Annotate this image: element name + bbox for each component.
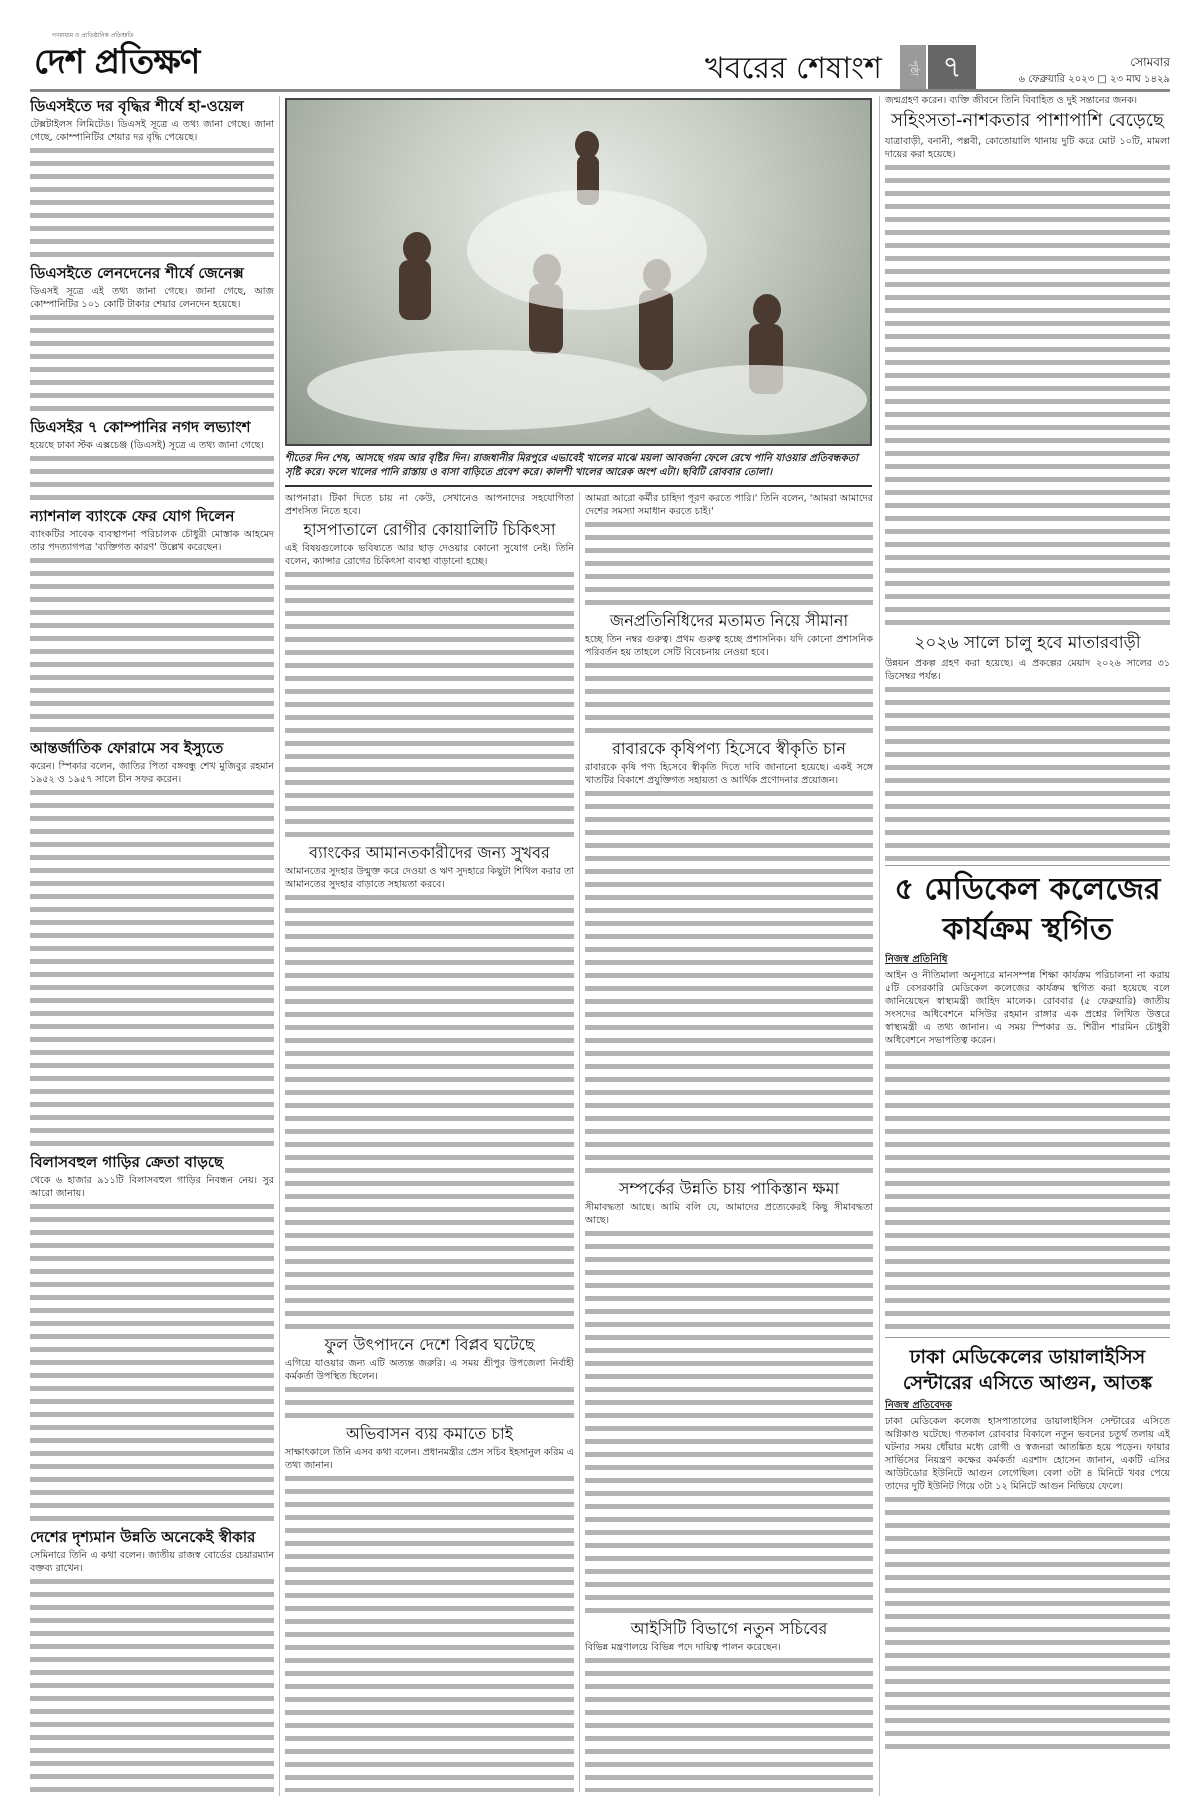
headline: দেশের দৃশ্যমান উন্নতি অনেকেই স্বীকার	[30, 1528, 256, 1546]
article-lead: বিভিন্ন মন্ত্রণালয়ে বিভিন্ন পদে দায়িত্ব পালন করেছেন।	[585, 1642, 781, 1653]
article-lead: করেন। স্পিকার বলেন, জাতির পিতা বঙ্গবন্ধু শেখ মুজিবুর রহমান ১৯৫২ ও ১৯৫৭ সালে চীন সফর করেন।	[30, 761, 274, 785]
article-lead: এই বিষয়গুলোকে ভবিষ্যতে আর ছাড় দেওয়ার কোনো সুযোগ নেই। তিনি বলেন, ক্যান্সার রোগের চিকিৎসা ব্যবস্থা বাড়ানো হচ্ছে।	[285, 543, 574, 567]
article-lead: আমানতের সুদহার উন্মুক্ত করে দেওয়া ও ঋণ সুদহারে কিছুটা শিথিল করার তা আমানতের সুদহার বাড়াতে সহায়তা করবে।	[285, 866, 574, 890]
headline: ২০২৬ সালে চালু হবে মাতারবাড়ী	[914, 633, 1141, 653]
headline: সম্পর্কের উন্নতি চায় পাকিস্তান ক্ষমা	[618, 1179, 840, 1198]
headline: ঢাকা মেডিকেলের ডায়ালাইসিস সেন্টারের এসিতে আগুন, আতঙ্ক	[902, 1346, 1153, 1394]
article-lead: এগিয়ে যাওয়ার জন্য এটি অত্যন্ত জরুরি। এ সময় শ্রীপুর উপজেলা নির্বাহী কর্মকর্তা উপস্থিত ছিলেন।	[285, 1358, 574, 1382]
article	[585, 611, 873, 737]
headline: ডিএসইতে দর বৃদ্ধির শীর্ষে হা-ওয়েল	[30, 97, 244, 115]
headline: ফুল উৎপাদনে দেশে বিপ্লব ঘটেছে	[324, 1335, 535, 1354]
section-title: খবরের শেষাংশ	[705, 51, 882, 86]
article	[885, 865, 1170, 1333]
article	[30, 1527, 274, 1794]
byline: নিজস্ব প্রতিবেদক	[885, 1400, 953, 1411]
photo-caption: শীতের দিন শেষ, আসছে গরম আর বৃষ্টির দিন। রাজধানীর মিরপুরে এভাবেই খালের মাঝে ময়লা আবর্জনা ফেলে রেখে পানি যাওয়ার প্রতিবন্ধকতা সৃষ্টি করে। ফলে খালের পানি রাস্তায় ও বাসা বাড়িতে প্রবেশ করে। কালশী খালের আরেক অংশ এটা। ছবিটি রোববার তোলা।	[285, 453, 858, 478]
article-lead: উন্নয়ন প্রকল্প গ্রহণ করা হয়েছে। এ প্রকল্পের মেয়াদ ২০২৬ সালের ৩১ ডিসেম্বর পর্যন্ত।	[885, 658, 1170, 682]
article	[285, 520, 574, 841]
article	[30, 96, 274, 261]
article-lead: সেমিনারে তিনি এ কথা বলেন। জাতীয় রাজস্ব বোর্ডের চেয়ারম্যান বক্তব্য রাখেন।	[30, 1550, 274, 1574]
article-lead: ডিএসই সূত্রে এই তথ্য জানা গেছে। জানা গেছে, আজ কোম্পানিটির ১০১ কোটি টাকার শেয়ার লেনদেন হয়েছে।	[30, 286, 274, 310]
article-body	[885, 161, 1170, 629]
article-body	[30, 311, 274, 415]
article-body	[885, 683, 1170, 865]
article	[30, 1152, 274, 1525]
left-column	[30, 94, 274, 1794]
article	[30, 417, 274, 504]
column-divider	[579, 492, 580, 1792]
continuation-text: আপনারা। টিকা দিতে চায় না কেউ, সেখানেও আপনাদের সহযোগিতা প্রশংসিত নিতে হবে।	[285, 493, 574, 517]
headline: আইসিটি বিভাগে নতুন সচিবের	[630, 1619, 828, 1638]
article	[885, 109, 1170, 629]
headline: ব্যাংকের আমানতকারীদের জন্য সুখবর	[309, 843, 550, 862]
article	[30, 506, 274, 736]
article-body	[585, 659, 873, 737]
headline: ডিএসইতে লেনদেনের শীর্ষে জেনেক্স	[30, 264, 244, 282]
continuation-text: জন্মগ্রহণ করেন। ব্যক্তি জীবনে তিনি বিবাহিত ও দুই সন্তানের জনক।	[885, 95, 1138, 106]
article	[885, 631, 1170, 865]
article	[285, 1424, 574, 1792]
article-lead: আইন ও নীতিমালা অনুসারে মানসম্পন্ন শিক্ষা কার্যক্রম পরিচালনা না করায় ৫টি বেসরকারি মেডিকেল কলেজের কার্যক্রম স্থগিত করা হয়েছে বলে জানিয়েছেন স্বাস্থ্যমন্ত্রী জাহিদ মালেক। রোববার (৫ ফেব্রুয়ারি) জাতীয় সংসদের অধিবেশনে মসিউর রহমান রাঙ্গার এক প্রশ্নের লিখিত উত্তরে স্বাস্থ্যমন্ত্রী এ তথ্য জানান। এ সময় স্পিকার ড. শিরীন শারমিন চৌধুরী অধিবেশনে সভাপতিত্ব করেন।	[885, 970, 1170, 1046]
headline: ডিএসইর ৭ কোম্পানির নগদ লভ্যাংশ	[30, 418, 251, 436]
article-lead: যাত্রাবাড়ী, বনানী, পল্লবী, কোতোয়ালি থানায় দুটি করে মোট ১০টি, মামলা দায়ের করা হয়েছে।	[885, 136, 1170, 160]
headline: সহিংসতা-নাশকতার পাশাপাশি বেড়েছে	[891, 110, 1164, 131]
article-body	[285, 891, 574, 1333]
article	[30, 738, 274, 1150]
page-number: ৭	[928, 45, 976, 91]
headline: রাবারকে কৃষিপণ্য হিসেবে স্বীকৃতি চান	[612, 739, 846, 758]
day: সোমবার	[1130, 55, 1170, 69]
article-body	[30, 144, 274, 261]
article-body	[285, 1383, 574, 1422]
article-body	[585, 787, 873, 1177]
headline: ৫ মেডিকেল কলেজের কার্যক্রম স্থগিত	[894, 872, 1161, 947]
article-body	[30, 554, 274, 736]
article-lead: সীমাবদ্ধতা আছে। আমি বলি যে, আমাদের প্রত্যেকেরই কিছু সীমাবদ্ধতা আছে।	[585, 1202, 873, 1226]
middle-left-column	[285, 492, 574, 1792]
children-splashing-water-image	[287, 100, 872, 446]
masthead-tagline: গণমাধ্যম ও প্রাতিষ্ঠানিক প্রতিশ্রুতি	[52, 32, 134, 39]
article	[285, 843, 574, 1333]
news-photo	[285, 98, 872, 446]
middle-right-column	[585, 492, 873, 1792]
headline: ন্যাশনাল ব্যাংকে ফের যোগ দিলেন	[30, 507, 235, 525]
page-word: পৃষ্ঠা	[900, 45, 926, 91]
article	[30, 263, 274, 415]
continuation-text: আমরা আরো কর্মীর চাহিদা পূরণ করতে পারি।' তিনি বলেন, 'আমরা আমাদের দেশের সমস্যা সমাধান করতে চাই।'	[585, 493, 873, 517]
article-body	[30, 1200, 274, 1525]
article-body	[285, 1472, 574, 1792]
headline: আন্তর্জাতিক ফোরামে সব ইস্যুতে	[30, 739, 224, 757]
headline: জনপ্রতিনিধিদের মতামত নিয়ে সীমানা	[609, 611, 849, 630]
article-body	[30, 1575, 274, 1794]
article-body	[30, 452, 274, 504]
article-lead: টেক্সটাইলস লিমিটেড। ডিএসই সূত্রে এ তথ্য জানা গেছে। জানা গেছে, কোম্পানিটির শেয়ার দর বৃদ্ধি পেয়েছে।	[30, 119, 274, 143]
article	[585, 1619, 873, 1792]
article-lead: ব্যাংকটির সাবেক ব্যবস্থাপনা পরিচালক চৌধুরী মোস্তাক আহমেদ তার পদত্যাগপত্র 'ব্যক্তিগত কারণ' উল্লেখ করেছেন।	[30, 529, 274, 553]
masthead-rule	[30, 89, 1170, 92]
article-lead: সাক্ষাৎকালে তিনি এসব কথা বলেন। প্রধানমন্ত্রীর প্রেস সচিব ইহসানুল করিম এ তথ্য জানান।	[285, 1447, 574, 1471]
article-body	[585, 518, 873, 609]
article	[285, 1335, 574, 1422]
article-body	[585, 1227, 873, 1617]
article-lead: ঢাকা মেডিকেল কলেজ হাসপাতালের ডায়ালাইসিস সেন্টারের এসিতে অগ্নিকাণ্ড ঘটেছে। গতকাল রোববার বিকালে নতুন ভবনের চতুর্থ তলায় এই ঘটনার সময় ধোঁয়ার মধ্যে রোগী ও স্বজনরা আতঙ্কিত হয়ে পড়েন। ফায়ার সার্ভিসের নিয়ন্ত্রণ কক্ষের কর্মকর্তা এরশাদ হোসেন জানান, একটি এসির আউটডোর ইউনিটে আগুন লেগেছিল। বেলা ৩টা ৪ মিনিটে খবর পেয়ে তাদের দুটি ইউনিট গিয়ে ৩টা ১২ মিনিটে আগুন নিভিয়ে ফেলে।	[885, 1416, 1170, 1492]
article-body	[30, 786, 274, 1150]
article-body	[885, 1047, 1170, 1333]
article	[585, 739, 873, 1177]
headline: হাসপাতালে রোগীর কোয়ালিটি চিকিৎসা	[303, 520, 556, 539]
date: ৬ ফেব্রুয়ারি ২০২৩ □ ২৩ মাঘ ১৪২৯	[1018, 74, 1170, 85]
column-divider	[279, 96, 280, 1796]
article-lead: হচ্ছে তিন নম্বর গুরুত্ব। প্রথম গুরুত্ব হচ্ছে প্রশাসনিক। যদি কোনো প্রশাসনিক পরিবর্তন হয় তাহলে সেটি বিবেচনায় নেওয়া হবে।	[585, 634, 873, 658]
headline: অভিবাসন ব্যয় কমাতে চাই	[346, 1424, 513, 1443]
article-lead: হয়েছে ঢাকা স্টক এক্সচেঞ্জ (ডিএসই) সূত্রে এ তথ্য জানা গেছে।	[30, 440, 264, 451]
article	[585, 1179, 873, 1617]
column-divider	[879, 96, 880, 1796]
article-body	[285, 568, 574, 841]
article	[885, 1337, 1170, 1753]
article-body	[585, 1654, 873, 1792]
byline: নিজস্ব প্রতিনিধি	[885, 954, 948, 965]
article-lead: রাবারকে কৃষি পণ্য হিসেবে স্বীকৃতি দিতে দাবি জানানো হয়েছে। একই সঙ্গে খাতটির বিকাশে প্রযুক্তিগত সহায়তা ও আর্থিক প্রণোদনার প্রয়োজন।	[585, 762, 873, 786]
caption-rule	[285, 485, 872, 487]
right-column	[885, 94, 1170, 1794]
article-body	[885, 1493, 1170, 1753]
newspaper-logo: দেশ প্রতিক্ষণ	[34, 42, 200, 82]
article-lead: থেকে ৬ হাজার ৯১১টি বিলাসবহুল গাড়ির নিবন্ধন নেয়। সুর আরো জানায়।	[30, 1175, 274, 1199]
headline: বিলাসবহুল গাড়ির ক্রেতা বাড়ছে	[30, 1153, 224, 1171]
